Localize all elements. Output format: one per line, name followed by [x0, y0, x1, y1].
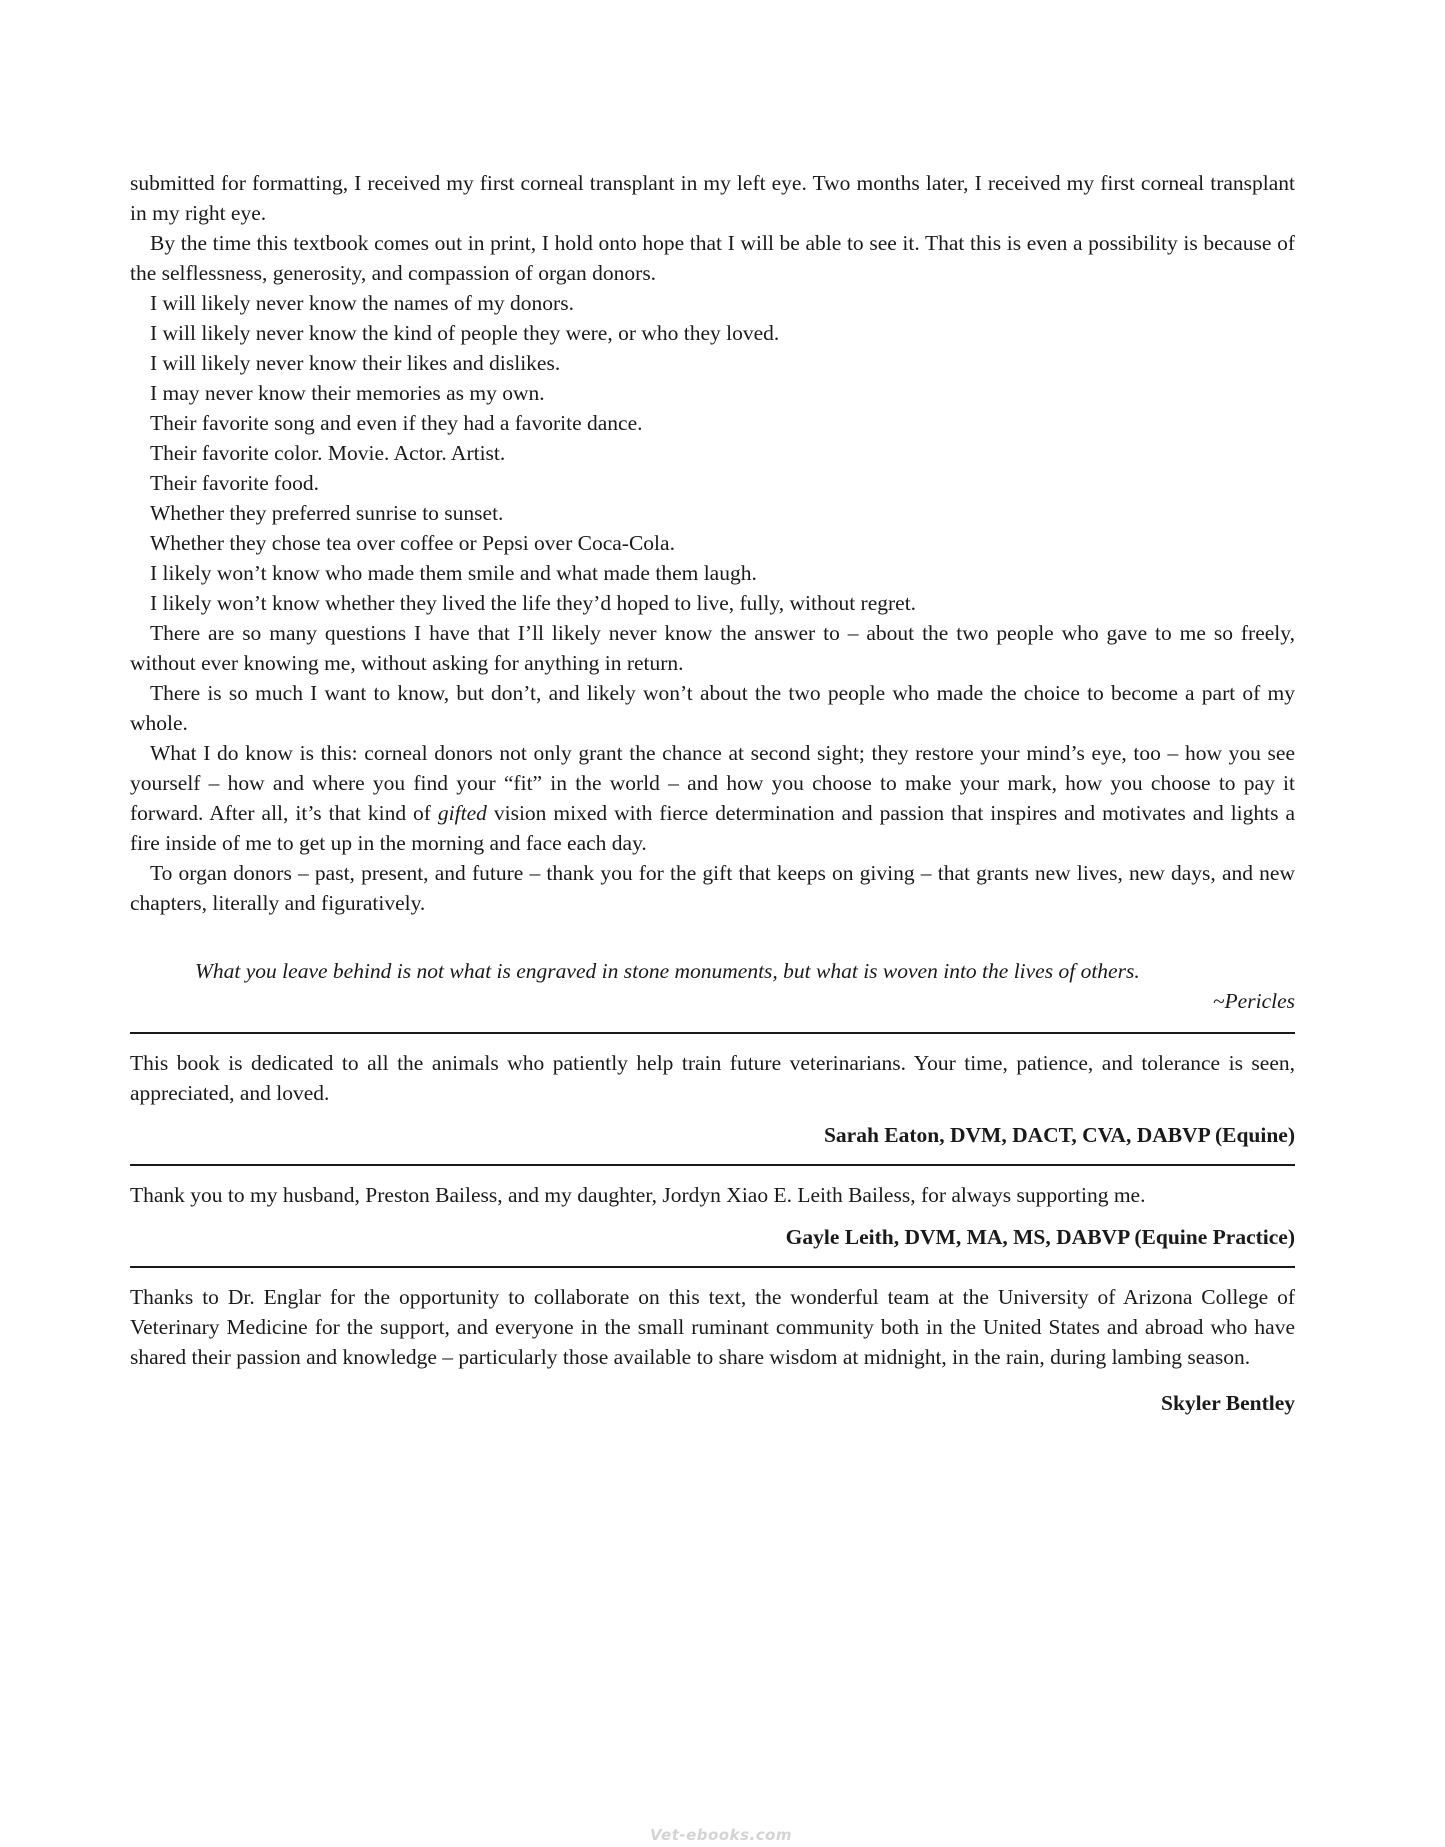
dedication-signature: Sarah Eaton, DVM, DACT, CVA, DABVP (Equine): [823, 1123, 1295, 1147]
reflection-line: Their favorite song and even if they had a favorite dance.: [150, 411, 643, 435]
reflection-line: Their favorite food.: [150, 471, 319, 495]
watermark-logo: Vet-ebooks.com: [650, 1826, 793, 1844]
reflection-line: I likely won’t know who made them smile and what made them laugh.: [150, 561, 757, 585]
paragraph-what-i-know: [130, 738, 1295, 858]
quote-text: What you leave behind is not what is engraved in stone monuments, but what is woven into the lives of others.: [195, 959, 1140, 983]
donor-reflection-lines: [130, 288, 1295, 618]
paragraph-continuation: submitted for formatting, I received my first corneal transplant in my left eye. Two months later, I received my first corneal transplant in my right eye.: [130, 171, 1295, 225]
reflection-line: I will likely never know the kind of people they were, or who they loved.: [150, 321, 780, 345]
reflection-line: Their favorite color. Movie. Actor. Artist.: [150, 441, 506, 465]
paragraph-text: What I do know is this: corneal donors not only grant the chance at second sight; they restore your mind’s eye, too – how you see yourself – how and where you find your “fit” in the world – and how you choose to make your mark, how you choose to pay it forward. After all, it’s that kind of: [130, 741, 1295, 825]
paragraph-thanks-donors: To organ donors – past, present, and future – thank you for the gift that keeps on giving – that grants new lives, new days, and new chapters, literally and figuratively.: [130, 861, 1295, 915]
dedication-text: This book is dedicated to all the animals who patiently help train future veterinarians. Your time, patience, and tolerance is seen, appreciated, and loved.: [130, 1051, 1295, 1105]
epigraph: [130, 956, 1295, 1016]
reflection-line: I likely won’t know whether they lived the life they’d hoped to live, fully, without regret.: [150, 591, 917, 615]
dedication-text: Thank you to my husband, Preston Bailess, and my daughter, Jordyn Xiao E. Leith Bailess, for always supporting me.: [130, 1183, 1146, 1207]
dedication-signature: Gayle Leith, DVM, MA, MS, DABVP (Equine Practice): [785, 1225, 1295, 1249]
dedication-text: Thanks to Dr. Englar for the opportunity to collaborate on this text, the wonderful team at the University of Arizona College of Veterinary Medicine for the support, and everyone in the small ruminant community both in the United States and abroad who have shared their passion and knowledge – particularly those available to share wisdom at midnight, in the rain, during lambing season.: [130, 1285, 1295, 1369]
reflection-line: Whether they preferred sunrise to sunset.: [150, 501, 504, 525]
reflection-line: I will likely never know their likes and dislikes.: [150, 351, 561, 375]
reflection-line: I may never know their memories as my own.: [150, 381, 545, 405]
paragraph-questions: There are so many questions I have that I’ll likely never know the answer to – about the two people who gave to me so freely, without ever knowing me, without asking for anything in return.: [130, 621, 1295, 675]
quote-attribution: ~Pericles: [1212, 989, 1295, 1013]
paragraph-text: vision mixed with fierce determination and passion that inspires and motivates and lights a fire inside of me to get up in the morning and face each day.: [130, 801, 1296, 855]
dedication-leith: [130, 1166, 1295, 1252]
page-content: [130, 168, 1295, 1432]
reflection-line: Whether they chose tea over coffee or Pepsi over Coca-Cola.: [150, 531, 675, 555]
dedication-signature: Skyler Bentley: [1161, 1391, 1295, 1415]
emphasis-gifted: gifted: [437, 801, 487, 825]
dedication-eaton: [130, 1034, 1295, 1150]
dedication-bentley: [130, 1268, 1295, 1418]
paragraph-hope: By the time this textbook comes out in print, I hold onto hope that I will be able to see it. That this is even a possibility is because of the selflessness, generosity, and compassion of organ donors.: [130, 231, 1295, 285]
paragraph-want-to-know: There is so much I want to know, but don’t, and likely won’t about the two people who made the choice to become a part of my whole.: [130, 681, 1295, 735]
reflection-line: I will likely never know the names of my donors.: [150, 291, 574, 315]
